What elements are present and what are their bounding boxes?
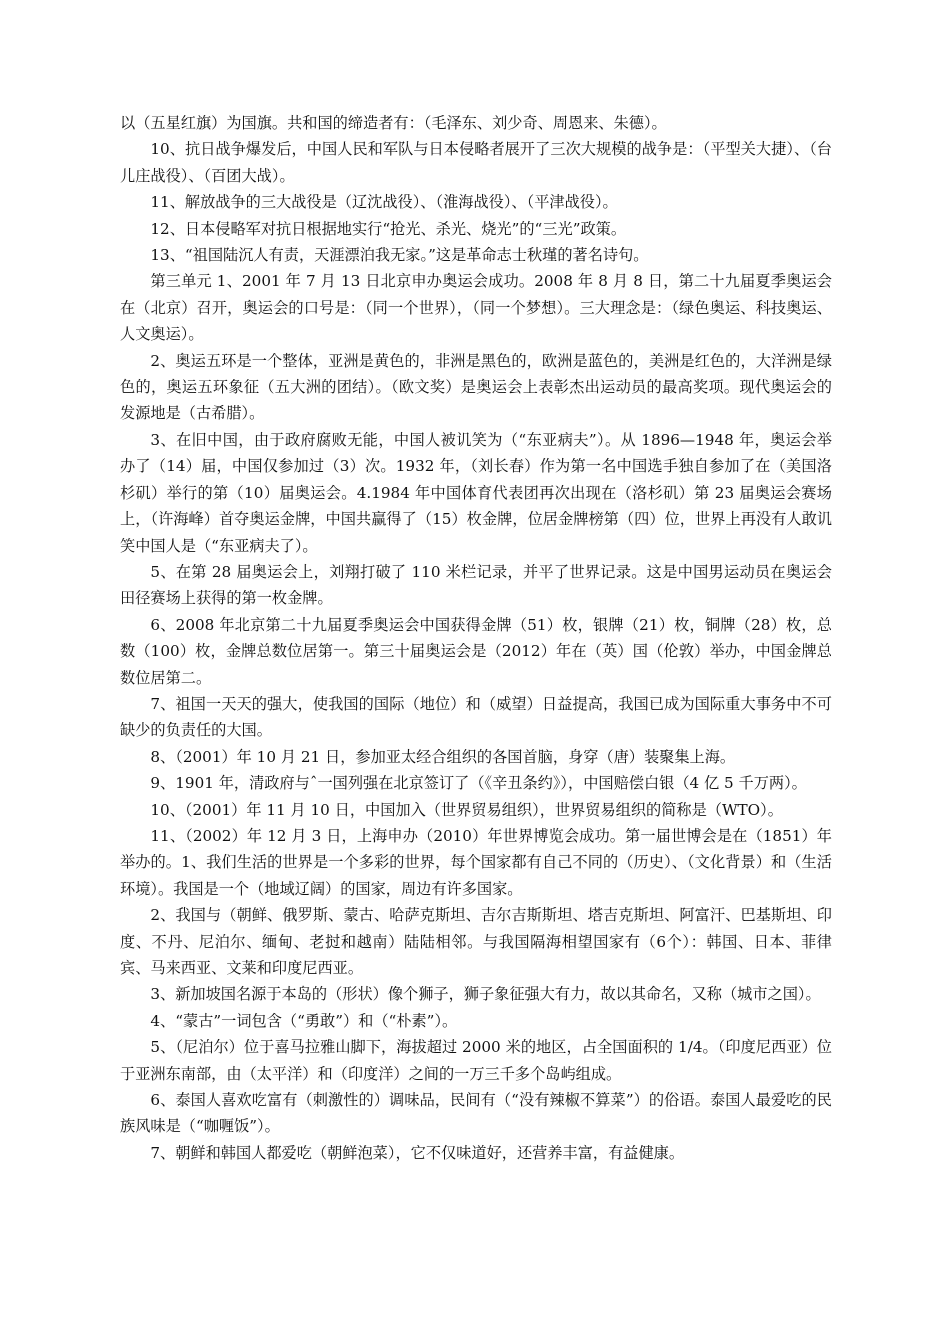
paragraph: 6、2008 年北京第二十九届夏季奥运会中国获得金牌（51）枚，银牌（21）枚，铜牌（28）枚，总数（100）枚，金牌总数位居第一。第三十届奥运会是（2012）年在（英）国（伦敦）举办，中国金牌总数位居第二。 bbox=[120, 615, 832, 687]
paragraph: 13、“祖国陆沉人有责，天涯漂泊我无家。”这是革命志士秋瑾的著名诗句。 bbox=[150, 246, 649, 265]
paragraph: 6、泰国人喜欢吃富有（刺激性的）调味品，民间有（“没有辣椒不算菜”）的俗语。泰国人最爱吃的民族风味是（“咖喱饭”）。 bbox=[120, 1091, 832, 1136]
paragraph: 12、日本侵略军对抗日根据地实行“抢光、杀光、烧光”的“三光”政策。 bbox=[150, 219, 627, 238]
paragraph: 8、（2001）年 10 月 21 日，参加亚太经合组织的各国首脑，身穿（唐）装聚集上海。 bbox=[150, 747, 736, 766]
paragraph: 5、在第 28 届奥运会上，刘翔打破了 110 米栏记录，并平了世界记录。这是中国男运动员在奥运会田径赛场上获得的第一枚金牌。 bbox=[120, 562, 832, 608]
paragraph: 9、1901 年，清政府与ˆ一国列强在北京签订了（《辛丑条约》），中国赔偿白银（4 亿 5 千万两）。 bbox=[150, 774, 807, 793]
paragraph: 7、朝鲜和韩国人都爱吃（朝鲜泡菜），它不仅味道好，还营养丰富，有益健康。 bbox=[150, 1143, 685, 1162]
paragraph: 10、抗日战争爆发后，中国人民和军队与日本侵略者展开了三次大规模的战争是：（平型关大捷）、（台儿庄战役）、（百团大战）。 bbox=[120, 140, 832, 185]
paragraph: 2、奥运五环是一个整体，亚洲是黄色的，非洲是黑色的，欧洲是蓝色的，美洲是红色的，大洋洲是绿色的，奥运五环象征（五大洲的团结）。（欧文奖）是奥运会上表彰杰出运动员的最高奖项。现代奥运会的发源地是（古希腊）。 bbox=[120, 351, 832, 423]
paragraph: 以（五星红旗）为国旗。共和国的缔造者有：（毛泽东、刘少奇、周恩来、朱德）。 bbox=[120, 114, 667, 132]
paragraph: 2、我国与（朝鲜、俄罗斯、蒙古、哈萨克斯坦、吉尔吉斯斯坦、塔吉克斯坦、阿富汗、巴基斯坦、印度、不丹、尼泊尔、缅甸、老挝和越南）陆陆相邻。与我国隔海相望国家有（6个）：韩国、日本、菲律宾、马来西亚、文莱和印度尼西亚。 bbox=[120, 906, 832, 977]
paragraph: 5、（尼泊尔）位于喜马拉雅山脚下，海拔超过 2000 米的地区，占全国面积的 1/4。（印度尼西亚）位于亚洲东南部，由（太平洋）和（印度洋）之间的一万三千多个岛屿组成。 bbox=[120, 1038, 832, 1083]
document-body bbox=[120, 110, 832, 1166]
paragraph: 11、解放战争的三大战役是（辽沈战役）、（淮海战役）、（平津战役）。 bbox=[150, 193, 618, 212]
paragraph: 7、祖国一天天的强大，使我国的国际（地位）和（威望）日益提高，我国已成为国际重大事务中不可缺少的负责任的大国。 bbox=[120, 694, 832, 740]
paragraph: 3、在旧中国，由于政府腐败无能，中国人被讥笑为（“东亚病夫”）。从 1896—1948 年，奥运会举办了（14）届，中国仅参加过（3）次。1932 年，（刘长春）作为第一名中国选手独自参加了在（美国洛杉矶）举行的第（10）届奥运会。4.1984 年中国体育代表团再次出现在（洛杉矶）第 23 届奥运会赛场上，（许海峰）首夺奥运金牌，中国共赢得了（15）枚金牌，位居金牌榜第（四）位，世界上再没有人敢讥笑中国人是（“东亚病夫了）。 bbox=[120, 430, 832, 555]
paragraph: 4、“蒙古”一词包含（“勇敢”）和（“朴素”）。 bbox=[150, 1011, 458, 1030]
paragraph: 第三单元 1、2001 年 7 月 13 日北京申办奥运会成功。2008 年 8 月 8 日，第二十九届夏季奥运会在（北京）召开，奥运会的口号是：（同一个世界），（同一个梦想）。三大理念是：（绿色奥运、科技奥运、人文奥运）。 bbox=[120, 272, 832, 344]
paragraph: 10、（2001）年 11 月 10 日，中国加入（世界贸易组织），世界贸易组织的简称是（WTO）。 bbox=[150, 800, 783, 819]
paragraph: 11、（2002）年 12 月 3 日，上海申办（2010）年世界博览会成功。第一届世博会是在（1851）年举办的。1、我们生活的世界是一个多彩的世界，每个国家都有自己不同的（历史）、（文化背景）和（生活环境）。我国是一个（地域辽阔）的国家，周边有许多国家。 bbox=[120, 826, 832, 898]
paragraph: 3、新加坡国名源于本岛的（形状）像个狮子，狮子象征强大有力，故以其命名，又称（城市之国）。 bbox=[150, 985, 821, 1004]
